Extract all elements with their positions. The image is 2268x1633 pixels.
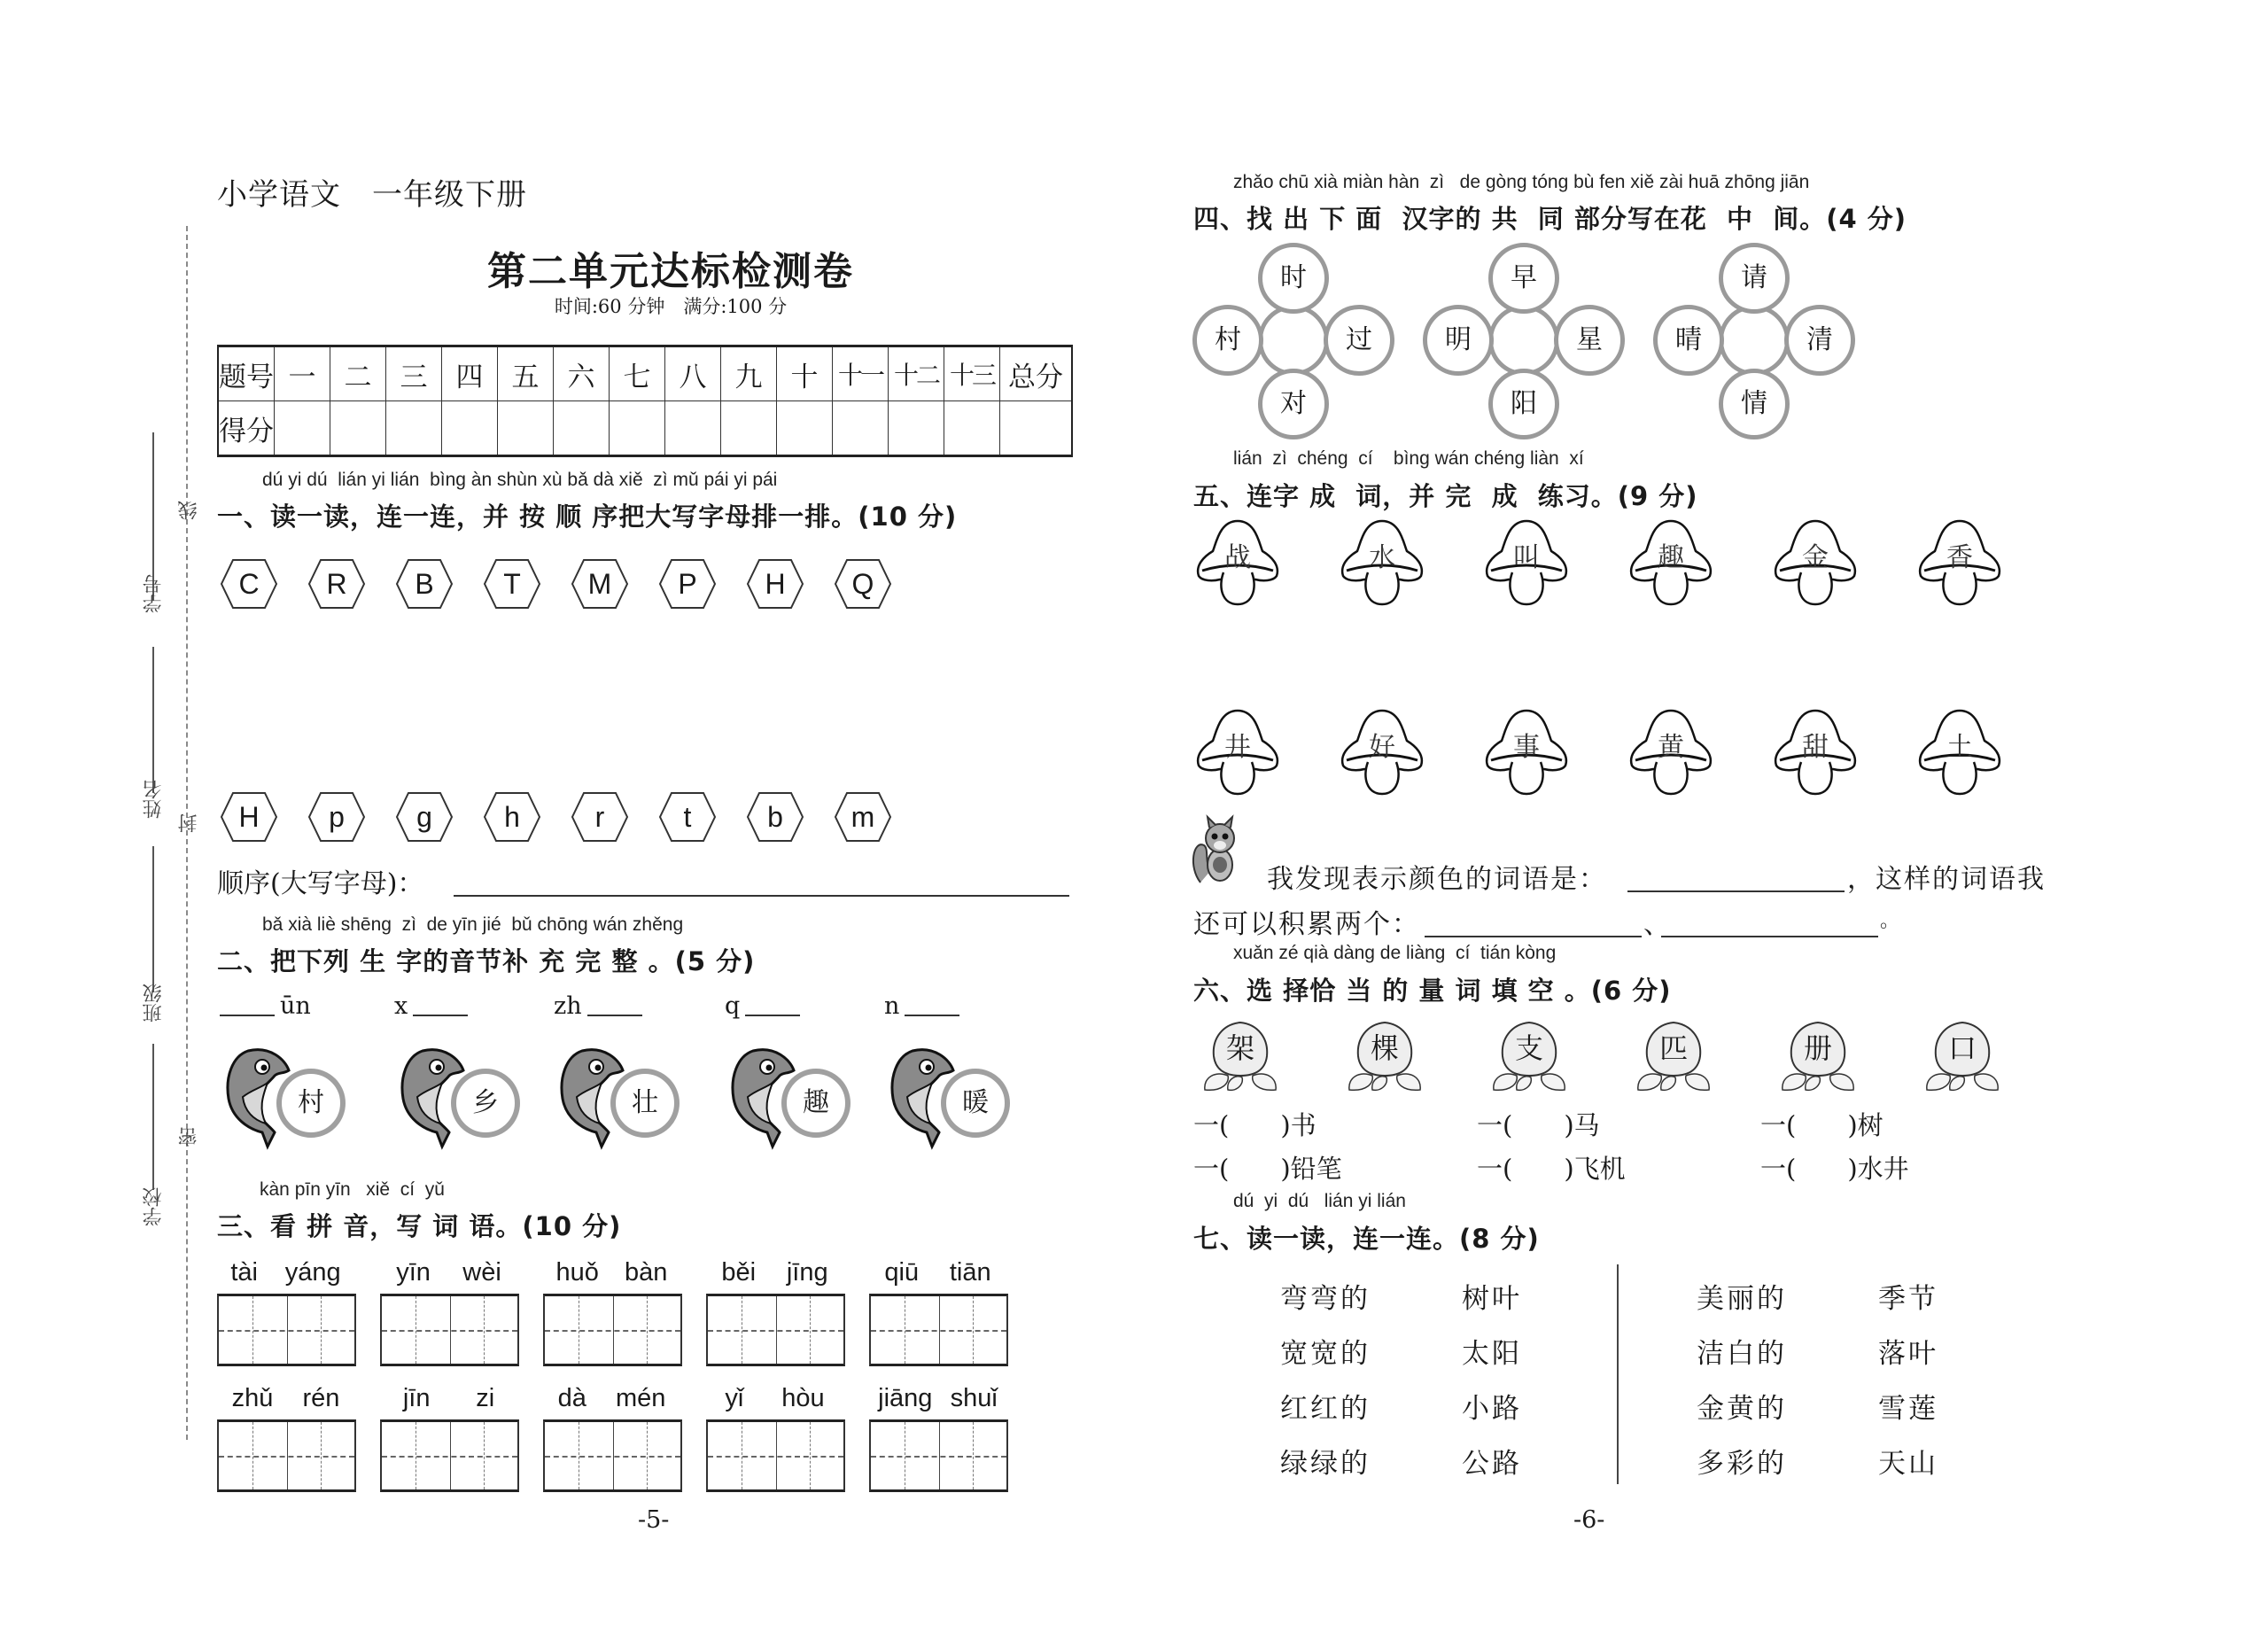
matching-word[interactable]: 洁白的 (1697, 1338, 1787, 1370)
letter-hexagon[interactable] (395, 791, 454, 843)
tianzige-cells[interactable] (380, 1294, 519, 1366)
matching-word[interactable]: 落叶 (1878, 1338, 1938, 1370)
accumulate-prompt: 还可以积累两个： (1193, 909, 1420, 940)
syllable: yǐ (725, 1384, 744, 1412)
matching-word[interactable]: 金黄的 (1697, 1393, 1787, 1425)
class-label: 班级 (143, 984, 165, 1023)
letter-hexagon[interactable] (658, 558, 717, 610)
matching-word[interactable]: 树叶 (1462, 1283, 1522, 1315)
score-table (217, 345, 1073, 457)
mushroom-char: 香 (1946, 542, 1973, 573)
syllable: běi (721, 1258, 757, 1287)
score-cell[interactable] (610, 401, 665, 456)
section4-pinyin: zhǎo chū xià miàn hàn zì de gòng tóng bù fen xiě zài huā zhōng jiān (1233, 172, 1810, 192)
word-pinyin (706, 1384, 843, 1416)
character-bubble: 暖 (941, 1069, 1010, 1138)
mushroom-card[interactable] (1915, 709, 2004, 797)
flower-petal-top: 早 (1488, 243, 1559, 314)
name-line[interactable] (152, 647, 154, 793)
matching-word[interactable]: 公路 (1462, 1448, 1522, 1480)
syllable: yáng (284, 1258, 341, 1287)
answer-blank[interactable] (745, 1015, 800, 1016)
accumulate-end: 。 (1880, 910, 1902, 932)
flower-petal-left: 明 (1423, 305, 1494, 376)
tianzige-cells[interactable] (706, 1294, 845, 1366)
binding-cut-line (186, 226, 188, 1440)
letter: r (594, 801, 605, 833)
word-pinyin (217, 1258, 354, 1290)
matching-word[interactable]: 多彩的 (1697, 1448, 1787, 1480)
cut-mark-feng: 封 (178, 813, 200, 833)
letter-hexagon[interactable] (746, 558, 804, 610)
syllable: mén (616, 1384, 666, 1412)
initial: q (725, 992, 741, 1020)
col-header: 五 (498, 346, 554, 401)
color-words-prompt-cont: ，这样的词语我 (1847, 864, 2046, 895)
answer-blank[interactable] (413, 1015, 468, 1016)
dolphin-icon (555, 1044, 680, 1150)
word-writing-box (869, 1384, 1006, 1492)
mushroom-card[interactable] (1915, 519, 2004, 608)
measure-word: 架 (1225, 1031, 1254, 1065)
word-pinyin (706, 1258, 843, 1290)
letter-hexagon[interactable] (658, 791, 717, 843)
letter-hexagon[interactable] (571, 791, 629, 843)
flower-petal-bottom: 情 (1719, 369, 1790, 439)
section7-heading: 七、读一读，连一连。(8 分) (1193, 1224, 1540, 1254)
initial: zh (554, 992, 582, 1020)
section6-pinyin: xuǎn zé qià dàng de liàng cí tián kòng (1233, 943, 1557, 963)
word-pinyin (543, 1384, 680, 1416)
measure-word: 棵 (1370, 1031, 1399, 1065)
matching-word[interactable]: 小路 (1462, 1393, 1522, 1425)
score-cell[interactable] (498, 401, 554, 456)
tianzige-cells[interactable] (869, 1419, 1008, 1492)
word-writing-box (543, 1258, 680, 1366)
measure-word-peach[interactable] (1774, 1019, 1862, 1093)
measure-word: 口 (1947, 1031, 1977, 1065)
mushroom-card[interactable] (1338, 709, 1426, 797)
mushroom-char: 黄 (1658, 732, 1684, 763)
mushroom-char: 战 (1224, 542, 1251, 573)
flower-petal-top: 请 (1719, 243, 1790, 314)
mushroom-card[interactable] (1193, 709, 1282, 797)
mushroom-char: 井 (1224, 732, 1251, 763)
flower-petal-right: 过 (1324, 305, 1394, 376)
letter-hexagon[interactable] (395, 558, 454, 610)
letter: H (765, 568, 786, 600)
matching-word[interactable]: 季节 (1878, 1283, 1938, 1315)
section7-pinyin: dú yi dú lián yi lián (1233, 1191, 1406, 1211)
score-cell[interactable] (442, 401, 498, 456)
letter: M (587, 568, 612, 600)
question-number-row (218, 346, 1072, 401)
measure-word: 匹 (1658, 1031, 1688, 1065)
measure-word-blank[interactable]: 一( )树 (1760, 1110, 1884, 1140)
answer-blank[interactable] (905, 1015, 959, 1016)
letter: B (415, 568, 434, 600)
mushroom-char: 甜 (1802, 732, 1829, 763)
syllable: tài (230, 1258, 258, 1287)
letter-hexagon[interactable] (483, 791, 541, 843)
syllable: jīn (402, 1384, 431, 1412)
mushroom-card[interactable] (1338, 519, 1426, 608)
book-header: 小学语文 一年级下册 (217, 177, 527, 213)
score-cell[interactable] (777, 401, 833, 456)
syllable-blank (220, 992, 311, 1020)
matching-word[interactable]: 宽宽的 (1280, 1338, 1371, 1370)
syllable: rén (302, 1384, 340, 1412)
syllable: jiāng (878, 1384, 933, 1412)
squirrel-icon (1192, 813, 1243, 888)
flower-petal-top: 时 (1258, 243, 1329, 314)
tianzige-cells[interactable] (217, 1294, 356, 1366)
mushroom-char: 事 (1513, 732, 1540, 763)
flower-petal-bottom: 对 (1258, 369, 1329, 439)
syllable-blank (554, 992, 642, 1020)
letter-hexagon[interactable] (834, 791, 892, 843)
measure-word-blank[interactable]: 一( )书 (1193, 1110, 1317, 1140)
measure-word-blank[interactable]: 一( )飞机 (1477, 1154, 1626, 1184)
syllable-blank (725, 992, 800, 1020)
letter-hexagon[interactable] (834, 558, 892, 610)
mushroom-card[interactable] (1771, 709, 1860, 797)
letter: H (238, 801, 260, 833)
tianzige-cells[interactable] (869, 1294, 1008, 1366)
section1-heading: 一、读一读，连一连，并 按 顺 序把大写字母排一排。(10 分) (217, 502, 958, 532)
letter: t (683, 801, 692, 833)
cut-mark-mi: 密 (178, 1127, 200, 1147)
col-header: 四 (442, 346, 498, 401)
dolphin-icon (221, 1044, 346, 1150)
character-bubble: 村 (276, 1069, 346, 1138)
word-pinyin (543, 1258, 680, 1290)
initial: x (394, 992, 408, 1020)
mushroom-char: 好 (1369, 732, 1395, 763)
character-bubble: 壮 (610, 1069, 680, 1138)
syllable: qiū (884, 1258, 920, 1287)
letter: T (503, 568, 521, 600)
measure-word: 册 (1803, 1031, 1832, 1065)
measure-word-peach[interactable] (1340, 1019, 1429, 1093)
color-words-prompt: 我发现表示颜色的词语是： (1267, 864, 1607, 895)
mushroom-char: 土 (1946, 732, 1973, 763)
syllable-blank (394, 992, 468, 1020)
page-number-right: -6- (1573, 1506, 1605, 1534)
letter: Q (851, 568, 874, 600)
color-words-answer-line[interactable] (1627, 890, 1845, 892)
section1-pinyin: dú yi dú lián yi lián bìng àn shùn xù bǎ dà xiě zì mǔ pái yi pái (262, 470, 778, 490)
mushroom-card[interactable] (1627, 709, 1715, 797)
mushroom-card[interactable] (1771, 519, 1860, 608)
letter: m (850, 801, 875, 833)
accumulate-separator: 、 (1643, 909, 1672, 940)
letter-hexagon[interactable] (307, 791, 366, 843)
section3-heading: 三、看 拼 音，写 词 语。(10 分) (217, 1211, 622, 1241)
tianzige-cells[interactable] (217, 1419, 356, 1492)
word-writing-box (217, 1384, 354, 1492)
letter: C (238, 568, 260, 600)
section5-heading: 五、连字 成 词，并 完 成 练习。(9 分) (1193, 481, 1698, 511)
word-writing-box (706, 1258, 843, 1366)
section2-heading: 二、把下列 生 字的音节补 充 完 整 。(5 分) (217, 946, 756, 976)
measure-word-blank[interactable]: 一( )水井 (1760, 1154, 1909, 1184)
col-header: 十三 (944, 346, 1000, 401)
score-cell[interactable] (721, 401, 777, 456)
matching-word[interactable]: 弯弯的 (1280, 1283, 1371, 1315)
school-label: 学校 (143, 1187, 165, 1226)
letter-hexagon[interactable] (307, 558, 366, 610)
tianzige-cells[interactable] (543, 1294, 682, 1366)
measure-word-blank[interactable]: 一( )铅笔 (1193, 1154, 1342, 1184)
flower-petal-left: 晴 (1653, 305, 1724, 376)
letter: g (416, 801, 432, 833)
col-header: 八 (665, 346, 721, 401)
syllable: wèi (462, 1258, 501, 1287)
score-cell[interactable] (1000, 401, 1073, 456)
row-label: 题号 (218, 346, 275, 401)
score-cell[interactable] (665, 401, 721, 456)
tianzige-cells[interactable] (543, 1419, 682, 1492)
matching-word[interactable]: 绿绿的 (1280, 1448, 1371, 1480)
score-cell[interactable] (889, 401, 944, 456)
syllable: hòu (781, 1384, 825, 1412)
mushroom-card[interactable] (1482, 519, 1571, 608)
dolphin-icon (396, 1044, 520, 1150)
matching-word[interactable]: 天山 (1878, 1448, 1938, 1480)
mushroom-char: 叫 (1513, 542, 1540, 573)
character-bubble: 乡 (451, 1069, 520, 1138)
letter: P (678, 568, 697, 600)
page-number-left: -5- (638, 1506, 670, 1534)
syllable: yīn (396, 1258, 431, 1287)
mushroom-char: 趣 (1658, 542, 1684, 573)
flower-center-blank[interactable] (1719, 305, 1790, 376)
name-label: 姓名 (143, 780, 165, 819)
letter: h (504, 801, 520, 833)
character-bubble: 趣 (781, 1069, 850, 1138)
score-cell[interactable] (944, 401, 1000, 456)
col-header: 六 (554, 346, 610, 401)
matching-word[interactable]: 雪莲 (1878, 1393, 1938, 1425)
col-header: 二 (330, 346, 386, 401)
school-line[interactable] (152, 1044, 154, 1190)
word-pinyin (869, 1258, 1006, 1290)
letter-hexagon[interactable] (220, 558, 278, 610)
col-header: 三 (386, 346, 442, 401)
score-row (218, 401, 1072, 456)
syllable: dà (557, 1384, 586, 1412)
syllable: bàn (625, 1258, 668, 1287)
word-writing-box (380, 1384, 517, 1492)
score-cell[interactable] (275, 401, 330, 456)
section5-pinyin: lián zì chéng cí bìng wán chéng liàn xí (1233, 448, 1584, 469)
measure-word: 支 (1514, 1031, 1543, 1065)
score-cell[interactable] (833, 401, 889, 456)
final: ūn (280, 992, 311, 1020)
measure-word-peach[interactable] (1196, 1019, 1285, 1093)
syllable: shuǐ (950, 1384, 998, 1412)
col-header: 九 (721, 346, 777, 401)
letter-hexagon[interactable] (571, 558, 629, 610)
measure-word-peach[interactable] (1485, 1019, 1573, 1093)
word-writing-box (706, 1384, 843, 1492)
order-answer-line[interactable] (454, 895, 1069, 897)
score-cell[interactable] (554, 401, 610, 456)
section2-pinyin: bǎ xià liè shēng zì de yīn jié bǔ chōng wán zhěng (262, 914, 684, 935)
flower-petal-left: 村 (1192, 305, 1263, 376)
class-line[interactable] (152, 846, 154, 992)
order-label: 顺序(大写字母)： (217, 868, 424, 899)
exam-subtitle: 时间:60 分钟 满分:100 分 (554, 296, 788, 317)
flower-center-blank[interactable] (1488, 305, 1559, 376)
measure-word-blank[interactable]: 一( )马 (1477, 1110, 1600, 1140)
col-header: 十一 (833, 346, 889, 401)
flower-petal-right: 清 (1784, 305, 1855, 376)
word-writing-box (380, 1258, 517, 1366)
score-cell[interactable] (386, 401, 442, 456)
tianzige-cells[interactable] (380, 1419, 519, 1492)
tianzige-cells[interactable] (706, 1419, 845, 1492)
dolphin-icon (726, 1044, 850, 1150)
flower-center-blank[interactable] (1258, 305, 1329, 376)
syllable: tiān (949, 1258, 991, 1287)
mushroom-card[interactable] (1627, 519, 1715, 608)
syllable: jīng (786, 1258, 828, 1287)
flower-petal-right: 星 (1554, 305, 1625, 376)
letter-hexagon[interactable] (220, 791, 278, 843)
col-header: 十 (777, 346, 833, 401)
section4-heading: 四、找 出 下 面 汉字的 共 同 部分写在花 中 间。(4 分) (1193, 204, 1907, 234)
cut-mark-xian: 线 (178, 501, 200, 520)
col-header: 十二 (889, 346, 944, 401)
word-pinyin (380, 1258, 517, 1290)
letter: b (767, 801, 783, 833)
row-label: 得分 (218, 401, 275, 456)
matching-word[interactable]: 太阳 (1462, 1338, 1522, 1370)
mushroom-char: 金 (1802, 542, 1829, 573)
col-header: 总分 (1000, 346, 1073, 401)
section6-heading: 六、选 择恰 当 的 量 词 填 空 。(6 分) (1193, 976, 1672, 1006)
letter: R (326, 568, 347, 600)
col-header: 七 (610, 346, 665, 401)
word-pinyin (217, 1384, 354, 1416)
letter-hexagon[interactable] (746, 791, 804, 843)
syllable: zhǔ (231, 1384, 274, 1412)
mushroom-char: 水 (1369, 542, 1395, 573)
letter: p (329, 801, 345, 833)
word-writing-box (869, 1258, 1006, 1366)
matching-divider (1617, 1264, 1619, 1484)
measure-word-peach[interactable] (1918, 1019, 2007, 1093)
word-writing-box (543, 1384, 680, 1492)
syllable: huǒ (555, 1258, 599, 1287)
word-pinyin (380, 1384, 517, 1416)
matching-word[interactable]: 美丽的 (1697, 1283, 1787, 1315)
exam-title: 第二单元达标检测卷 (487, 249, 854, 294)
student-id-label: 学号 (143, 574, 165, 613)
section3-pinyin: kàn pīn yīn xiě cí yǔ (260, 1179, 445, 1200)
mushroom-card[interactable] (1482, 709, 1571, 797)
dolphin-icon (886, 1044, 1010, 1150)
col-header: 一 (275, 346, 330, 401)
word-pinyin (869, 1384, 1006, 1416)
flower-petal-bottom: 阳 (1488, 369, 1559, 439)
measure-word-peach[interactable] (1629, 1019, 1718, 1093)
answer-blank[interactable] (587, 1015, 642, 1016)
initial: n (884, 992, 900, 1020)
letter-hexagon[interactable] (483, 558, 541, 610)
syllable: zi (476, 1384, 495, 1412)
score-cell[interactable] (330, 401, 386, 456)
syllable-blank (884, 992, 959, 1020)
answer-blank[interactable] (220, 1015, 275, 1016)
mushroom-card[interactable] (1193, 519, 1282, 608)
word-writing-box (217, 1258, 354, 1366)
accumulate-answer-line-1[interactable] (1425, 936, 1642, 937)
accumulate-answer-line-2[interactable] (1661, 936, 1878, 937)
matching-word[interactable]: 红红的 (1280, 1393, 1371, 1425)
